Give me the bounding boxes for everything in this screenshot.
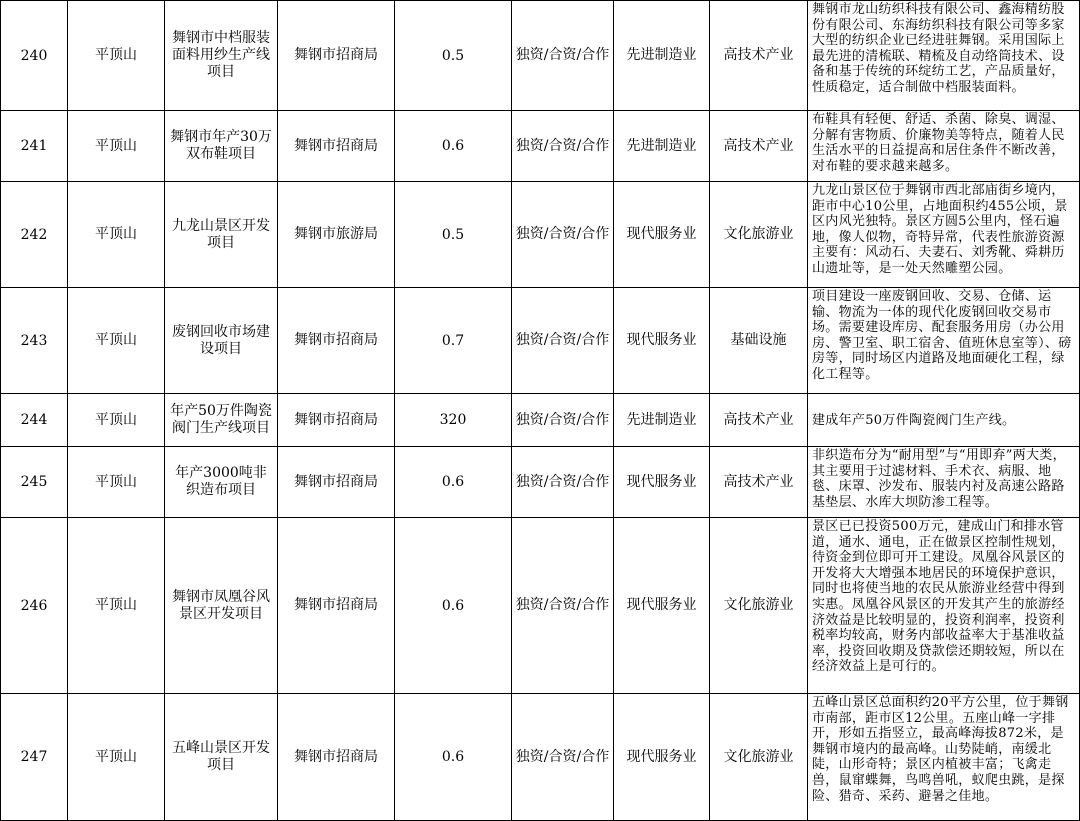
region-cell: 平顶山 [68, 447, 165, 518]
amount-cell: 0.6 [395, 518, 512, 694]
region-cell: 平顶山 [68, 288, 165, 394]
row-number: 243 [1, 288, 68, 394]
region-cell: 平顶山 [68, 694, 165, 821]
unit-cell: 舞钢市招商局 [278, 447, 395, 518]
project-name-cell: 九龙山景区开发项目 [165, 182, 278, 288]
category-cell: 高技术产业 [710, 111, 808, 182]
industry-cell: 先进制造业 [614, 394, 710, 447]
category-cell: 文化旅游业 [710, 694, 808, 821]
cooperation-mode-cell: 独资/合资/合作 [512, 394, 614, 447]
category-cell: 高技术产业 [710, 447, 808, 518]
row-number: 247 [1, 694, 68, 821]
project-name-cell: 五峰山景区开发项目 [165, 694, 278, 821]
row-number: 241 [1, 111, 68, 182]
table-row [1, 288, 1080, 394]
industry-cell: 现代服务业 [614, 447, 710, 518]
table-row [1, 111, 1080, 182]
table-row [1, 694, 1080, 821]
amount-cell: 0.6 [395, 111, 512, 182]
project-name-cell: 年产3000吨非织造布项目 [165, 447, 278, 518]
description-cell: 九龙山景区位于舞钢市西北部庙街乡境内，距市中心10公里，占地面积约455公顷，景区内风光独特。景区方圆5公里内，怪石遍地，像人似物，奇特异常，代表性旅游资源主要有：风动石、夫妻石、刘秀靴、舜耕历山遗址等，是一处天然雕塑公园。 [808, 182, 1080, 288]
industry-cell: 现代服务业 [614, 182, 710, 288]
project-name-cell: 舞钢市年产30万双布鞋项目 [165, 111, 278, 182]
cooperation-mode-cell: 独资/合资/合作 [512, 518, 614, 694]
industry-cell: 先进制造业 [614, 1, 710, 111]
row-number: 245 [1, 447, 68, 518]
description-cell: 建成年产50万件陶瓷阀门生产线。 [808, 394, 1080, 447]
category-cell: 文化旅游业 [710, 182, 808, 288]
amount-cell: 0.7 [395, 288, 512, 394]
row-number: 242 [1, 182, 68, 288]
table-row [1, 518, 1080, 694]
industry-cell: 现代服务业 [614, 288, 710, 394]
amount-cell: 320 [395, 394, 512, 447]
table-row [1, 394, 1080, 447]
industry-cell: 先进制造业 [614, 111, 710, 182]
industry-cell: 现代服务业 [614, 518, 710, 694]
cooperation-mode-cell: 独资/合资/合作 [512, 288, 614, 394]
region-cell: 平顶山 [68, 1, 165, 111]
project-name-cell: 舞钢市凤凰谷风景区开发项目 [165, 518, 278, 694]
unit-cell: 舞钢市招商局 [278, 288, 395, 394]
table-row [1, 447, 1080, 518]
unit-cell: 舞钢市招商局 [278, 518, 395, 694]
project-name-cell: 废钢回收市场建设项目 [165, 288, 278, 394]
region-cell: 平顶山 [68, 182, 165, 288]
unit-cell: 舞钢市旅游局 [278, 182, 395, 288]
cooperation-mode-cell: 独资/合资/合作 [512, 111, 614, 182]
category-cell: 高技术产业 [710, 394, 808, 447]
category-cell: 高技术产业 [710, 1, 808, 111]
row-number: 240 [1, 1, 68, 111]
region-cell: 平顶山 [68, 394, 165, 447]
unit-cell: 舞钢市招商局 [278, 111, 395, 182]
description-cell: 非织造布分为“耐用型”与“用即弃”两大类，其主要用于过滤材料、手术衣、病服、地毯、床罩、沙发布、服装内衬及高速公路路基垫层、水库大坝防渗工程等。 [808, 447, 1080, 518]
project-name-cell: 舞钢市中档服装面料用纱生产线项目 [165, 1, 278, 111]
description-cell: 舞钢市龙山纺织科技有限公司、鑫海精纺股份有限公司、东海纺织科技有限公司等多家大型的纺织企业已经进驻舞钢。采用国际上最先进的清梳联、精梳及自动络筒技术、设备和基于传统的环绽纺工艺，产品质量好，性质稳定，适合制做中档服装面料。 [808, 1, 1080, 111]
region-cell: 平顶山 [68, 518, 165, 694]
cooperation-mode-cell: 独资/合资/合作 [512, 447, 614, 518]
description-cell: 景区已已投资500万元，建成山门和排水管道，通水、通电，正在做景区控制性规划，待资金到位即可开工建设。凤凰谷风景区的开发将大大增强本地居民的环境保护意识，同时也将使当地的农民从旅游业经营中得到实惠。凤凰谷风景区的开发其产生的旅游经济效益是比较明显的，投资利润率，投资利税率均较高，财务内部收益率大于基准收益率，投资回收期及贷款偿还期较短，所以在经济效益上是可行的。 [808, 518, 1080, 694]
row-number: 244 [1, 394, 68, 447]
project-name-cell: 年产50万件陶瓷阀门生产线项目 [165, 394, 278, 447]
amount-cell: 0.5 [395, 1, 512, 111]
cooperation-mode-cell: 独资/合资/合作 [512, 182, 614, 288]
unit-cell: 舞钢市招商局 [278, 694, 395, 821]
region-cell: 平顶山 [68, 111, 165, 182]
cooperation-mode-cell: 独资/合资/合作 [512, 1, 614, 111]
cooperation-mode-cell: 独资/合资/合作 [512, 694, 614, 821]
amount-cell: 0.5 [395, 182, 512, 288]
row-number: 246 [1, 518, 68, 694]
industry-cell: 现代服务业 [614, 694, 710, 821]
description-cell: 项目建设一座废钢回收、交易、仓储、运输、物流为一体的现代化废钢回收交易市场。需要建设库房、配套服务用房（办公用房、警卫室、职工宿舍、值班休息室等）、磅房等，同时场区内道路及地面硬化工程，绿化工程等。 [808, 288, 1080, 394]
table-row [1, 1, 1080, 111]
unit-cell: 舞钢市招商局 [278, 1, 395, 111]
description-cell: 五峰山景区总面积约20平方公里，位于舞钢市南部，距市区12公里。五座山峰一字排开，形如五指竖立，最高峰海拔872米，是舞钢市境内的最高峰。山势陡峭，南缓北陡，山形奇特；景区内植被丰富；飞禽走兽，鼠窜蝶舞，鸟鸣兽吼，蚁爬虫跳，是探险、猎奇、采药、避暑之佳地。 [808, 694, 1080, 821]
description-cell: 布鞋具有轻便、舒适、杀菌、除臭、调湿、分解有害物质、价廉物美等特点，随着人民生活水平的日益提高和居住条件不断改善，对布鞋的要求越来越多。 [808, 111, 1080, 182]
amount-cell: 0.6 [395, 447, 512, 518]
amount-cell: 0.6 [395, 694, 512, 821]
unit-cell: 舞钢市招商局 [278, 394, 395, 447]
category-cell: 文化旅游业 [710, 518, 808, 694]
table-row [1, 182, 1080, 288]
category-cell: 基础设施 [710, 288, 808, 394]
